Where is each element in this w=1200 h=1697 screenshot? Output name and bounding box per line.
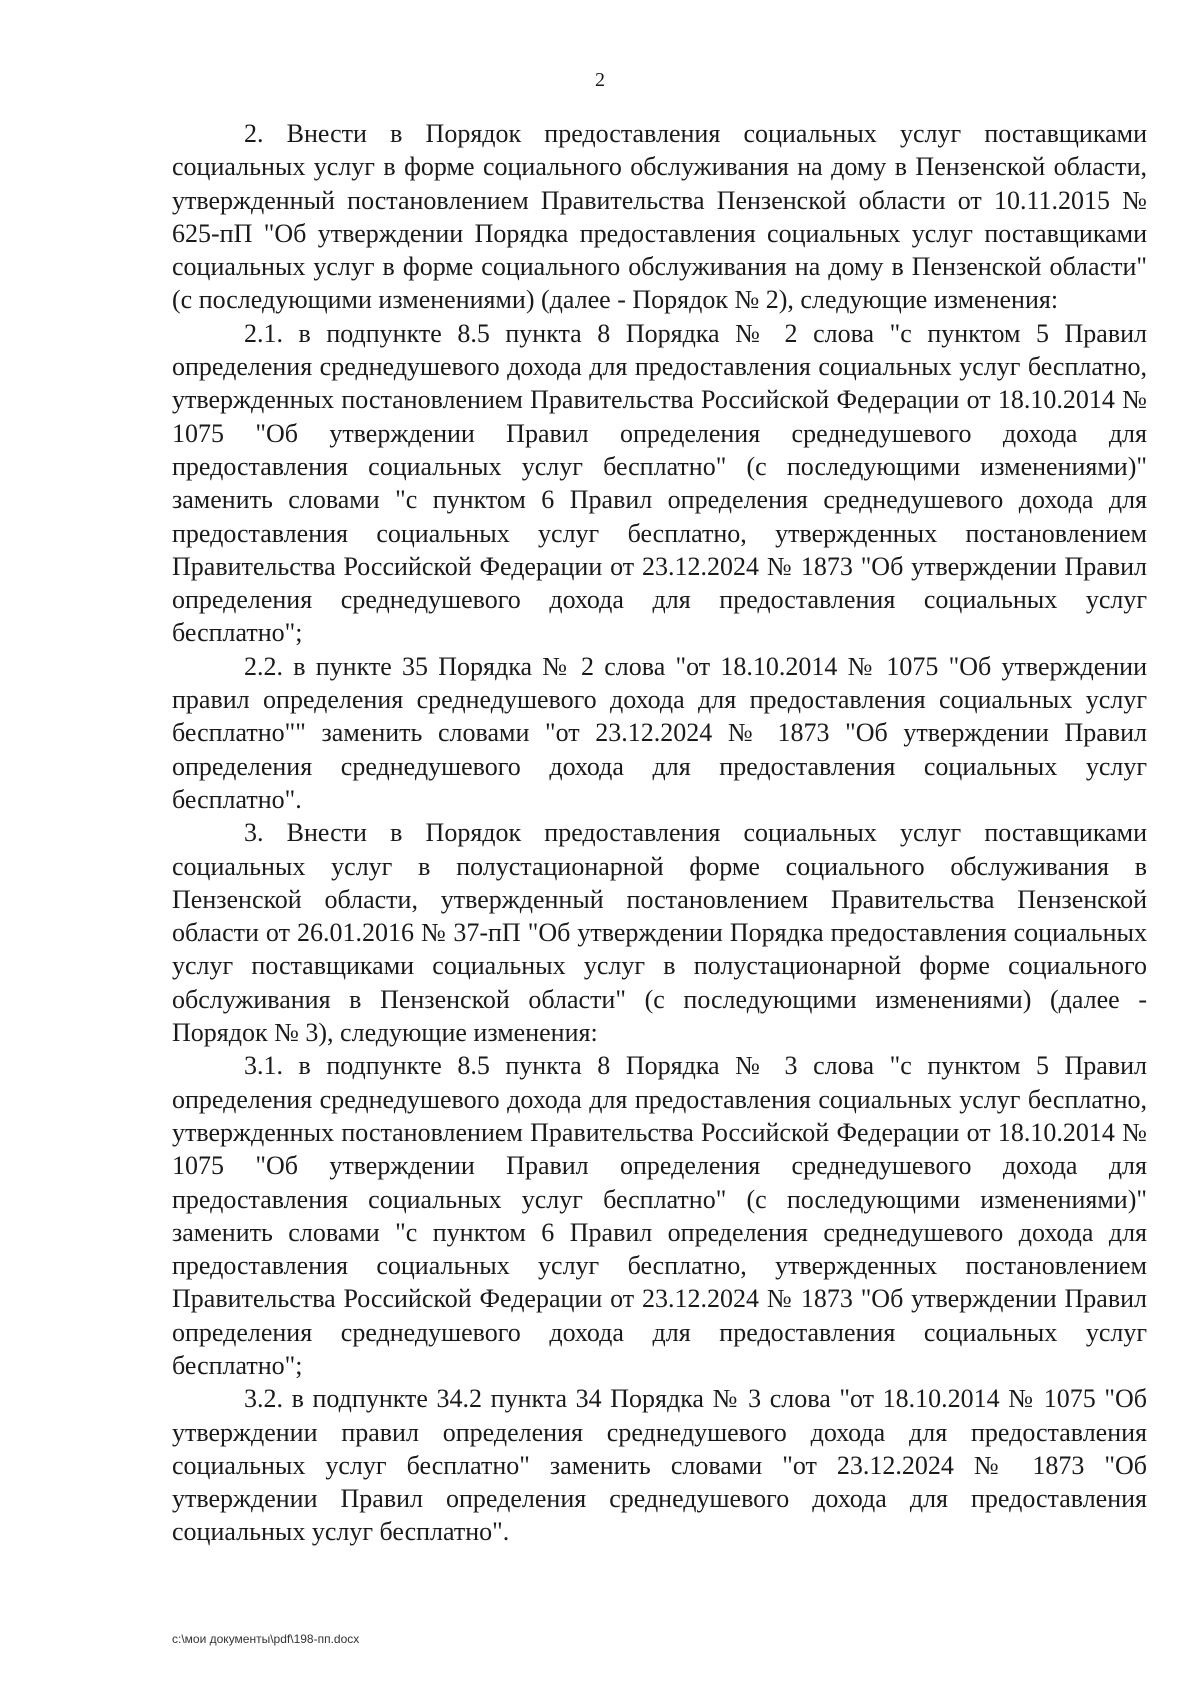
paragraph-3-2: 3.2. в подпункте 34.2 пункта 34 Порядка № 3 слова "от 18.10.2014 № 1075 "Об утверждении правил определения среднедушевого дохода для предоставления социальных услуг бесплатно" заменить словами "от 23.12.2024 № 1873 "Об утверждении Правил определения среднедушевого дохода для предоставления социальных услуг бесплатно". (172, 1384, 1147, 1547)
paragraph-3-1: 3.1. в подпункте 8.5 пункта 8 Порядка № 3 слова "с пунктом 5 Правил определения среднедушевого дохода для предоставления социальных услуг бесплатно, утвержденных постановлением Правительства Российской Федерации от 18.10.2014 № 1075 "Об утверждении Правил определения среднедушевого дохода для предоставления социальных услуг бесплатно" (с последующими изменениями)" заменить словами "с пунктом 6 Правил определения среднедушевого дохода для предоставления социальных услуг бесплатно, утвержденных постановлением Правительства Российской Федерации от 23.12.2024 № 1873 "Об утверждении Правил определения среднедушевого дохода для предоставления социальных услуг бесплатно"; (172, 1051, 1147, 1380)
paragraph-2-2: 2.2. в пункте 35 Порядка № 2 слова "от 18.10.2014 № 1075 "Об утверждении правил определения среднедушевого дохода для предоставления социальных услуг бесплатно"" заменить словами "от 23.12.2024 № 1873 "Об утверждении Правил определения среднедушевого дохода для предоставления социальных услуг бесплатно". (172, 651, 1147, 814)
paragraph-3: 3. Внести в Порядок предоставления социальных услуг поставщиками социальных услуг в полустационарной форме социального обслуживания в Пензенской области, утвержденный постановлением Правительства Пензенской области от 26.01.2016 № 37-пП "Об утверждении Порядка предоставления социальных услуг поставщиками социальных услуг в полустационарной форме социального обслуживания в Пензенской области" (с последующими изменениями) (далее - Порядок № 3), следующие изменения: (172, 818, 1147, 1048)
document-body (172, 117, 1147, 1549)
file-path-footer: c:\мои документы\pdf\198-пп.docx (172, 1632, 360, 1646)
page-number: 2 (595, 69, 605, 91)
paragraph-2-1: 2.1. в подпункте 8.5 пункта 8 Порядка № 2 слова "с пунктом 5 Правил определения среднедушевого дохода для предоставления социальных услуг бесплатно, утвержденных постановлением Правительства Российской Федерации от 18.10.2014 № 1075 "Об утверждении Правил определения среднедушевого дохода для предоставления социальных услуг бесплатно" (с последующими изменениями)" заменить словами "с пунктом 6 Правил определения среднедушевого дохода для предоставления социальных услуг бесплатно, утвержденных постановлением Правительства Российской Федерации от 23.12.2024 № 1873 "Об утверждении Правил определения среднедушевого дохода для предоставления социальных услуг бесплатно"; (172, 318, 1147, 648)
paragraph-2: 2. Внести в Порядок предоставления социальных услуг поставщиками социальных услуг в форме социального обслуживания на дому в Пензенской области, утвержденный постановлением Правительства Пензенской области от 10.11.2015 № 625-пП "Об утверждении Порядка предоставления социальных услуг поставщиками социальных услуг в форме социального обслуживания на дому в Пензенской области" (с последующими изменениями) (далее - Порядок № 2), следующие изменения: (172, 119, 1147, 315)
